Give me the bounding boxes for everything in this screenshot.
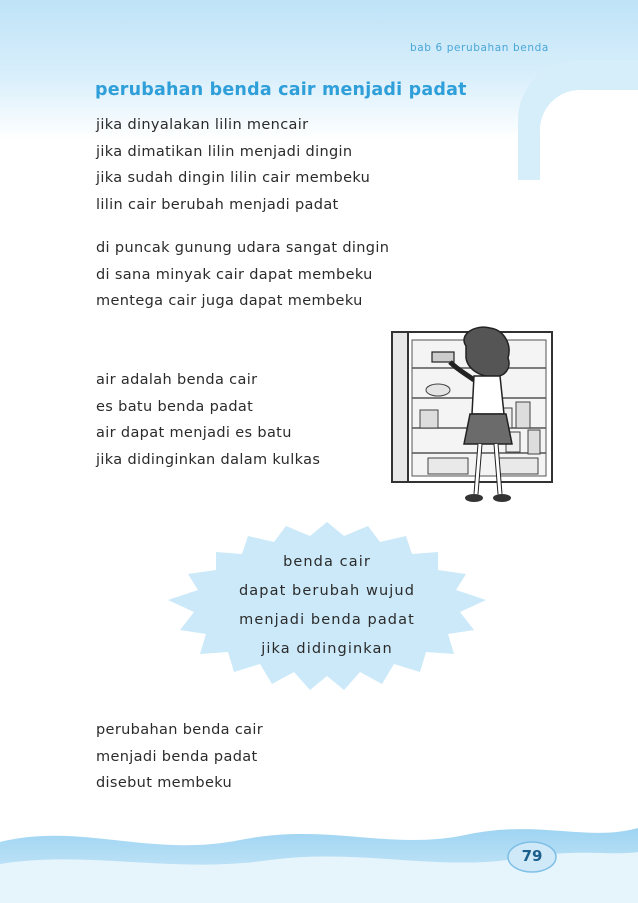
page-number: 79 xyxy=(521,847,543,865)
callout-text xyxy=(188,548,466,664)
text-line: di puncak gunung udara sangat dingin xyxy=(96,240,390,256)
text-line: menjadi benda padat xyxy=(96,748,258,765)
text-line: perubahan benda cair xyxy=(96,722,264,738)
paragraph-summary xyxy=(96,717,263,797)
text-line: jika didinginkan dalam kulkas xyxy=(96,451,321,468)
paragraph-candle xyxy=(96,112,370,218)
text-line: jika dimatikan lilin menjadi dingin xyxy=(96,143,353,160)
text-line: di sana minyak cair dapat membeku xyxy=(96,266,373,283)
text-line: air adalah benda cair xyxy=(96,372,258,388)
girl-opening-refrigerator-illustration xyxy=(388,318,560,518)
paragraph-mountain xyxy=(96,235,389,315)
text-line: lilin cair berubah menjadi padat xyxy=(96,196,339,213)
callout-line: dapat berubah wujud xyxy=(238,583,415,599)
text-line: mentega cair juga dapat membeku xyxy=(96,293,363,309)
callout-line: benda cair xyxy=(283,554,371,570)
text-line: disebut membeku xyxy=(96,775,233,791)
text-line: air dapat menjadi es batu xyxy=(96,425,292,441)
header-wave-cover xyxy=(540,90,638,210)
text-line: jika dinyalakan lilin mencair xyxy=(96,117,309,133)
callout-line: menjadi benda padat xyxy=(239,612,415,628)
paragraph-water xyxy=(96,367,320,473)
callout-line: jika didinginkan xyxy=(261,641,393,657)
section-title: perubahan benda cair menjadi padat xyxy=(95,80,467,100)
running-head: bab 6 perubahan benda xyxy=(410,42,549,54)
text-line: es batu benda padat xyxy=(96,398,254,415)
text-line: jika sudah dingin lilin cair membeku xyxy=(96,170,371,186)
